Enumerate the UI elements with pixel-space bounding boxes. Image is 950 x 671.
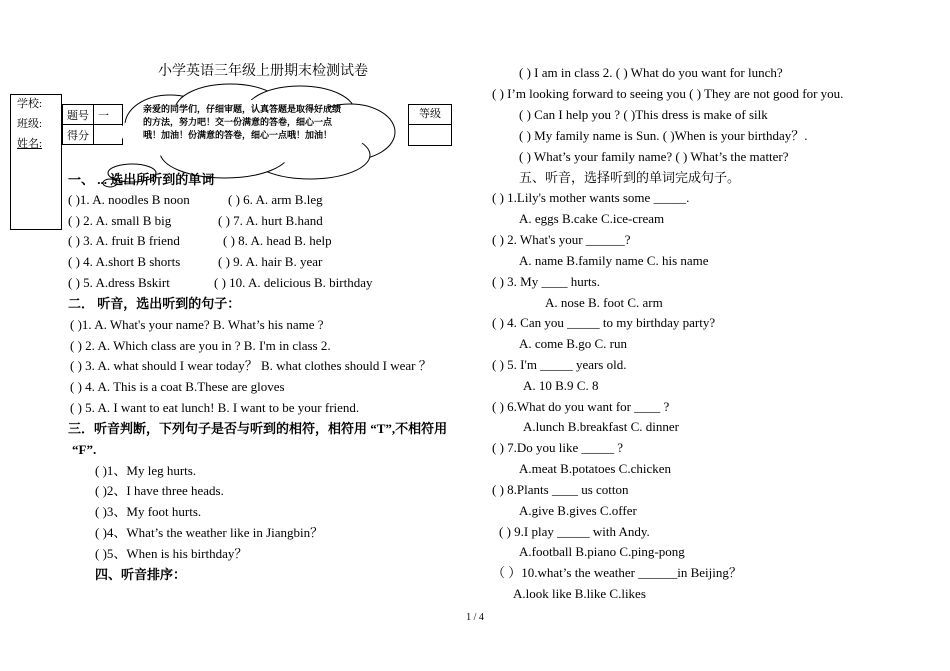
section-2-heading: 二． 听音，选出听到的句子：	[68, 296, 241, 311]
s1-item: ( ) 5. A.dress Bskirt	[68, 275, 170, 290]
s5-question: ( ) 6.What do you want for ____ ?	[492, 399, 670, 414]
page-number: 1 / 4	[466, 612, 484, 623]
s2-item: ( ) 2. A. Which class are you in ? B. I'm in class 2.	[70, 338, 331, 353]
s1-item: ( ) 7. A. hurt B.hand	[218, 213, 323, 228]
section-5-heading: 五、听音，选择听到的单词完成句子。	[519, 170, 741, 185]
s5-options: A.meat B.potatoes C.chicken	[519, 461, 671, 476]
grade-label: 等级	[409, 105, 451, 125]
s3-item: ( )1、My leg hurts.	[95, 463, 197, 478]
s5-question: ( ) 5. I'm _____ years old.	[492, 357, 627, 372]
s5-question: ( ) 3. My ____ hurts.	[492, 274, 600, 289]
s1-item: ( ) 6. A. arm B.leg	[228, 192, 323, 207]
s5-options: A. 10 B.9 C. 8	[523, 378, 599, 393]
s2-item: ( ) 4. A. This is a coat B.These are gloves	[70, 379, 285, 394]
s5-options: A.give B.gives C.offer	[519, 503, 637, 518]
s3-item: ( )3、My foot hurts.	[95, 504, 202, 519]
s5-options: A.look like B.like C.likes	[513, 586, 646, 601]
s5-options: A. come B.go C. run	[519, 336, 627, 351]
section-1-heading: 一、 ... 选出所听到的单词	[68, 172, 215, 187]
s3-item: ( )2、I have three heads.	[95, 483, 224, 498]
s5-options: A. eggs B.cake C.ice-cream	[519, 211, 665, 226]
s5-options: A.lunch B.breakfast C. dinner	[523, 419, 679, 434]
s3-item: ( )4、What’s the weather like in Jiangbin？	[95, 525, 324, 540]
s1-item: ( ) 3. A. fruit B friend	[68, 233, 180, 248]
s1-item: ( )1. A. noodles B noon	[68, 192, 190, 207]
s1-item: ( ) 10. A. delicious B. birthday	[214, 275, 373, 290]
cloud-message: 亲爱的同学们，仔细审题，认真答题是取得好成绩的方法，努力吧！交一份满意的答卷，细心一点哦！加油！份满意的答卷，细心一点哦！加油！	[143, 105, 342, 141]
s1-item: ( ) 8. A. head B. help	[223, 233, 332, 248]
section-3-heading-cont: “F”.	[72, 442, 97, 457]
s1-item: ( ) 2. A. small B big	[68, 213, 172, 228]
s2-item: ( ) 5. A. I want to eat lunch! B. I want to be your friend.	[70, 400, 360, 415]
page-title: 小学英语三年级上册期末检测试卷	[158, 64, 368, 79]
student-info-box	[10, 94, 62, 230]
s4-item: ( ) What’s your family name? ( ) What’s the matter?	[519, 149, 789, 164]
name-label: 姓名:	[17, 138, 43, 150]
s5-question: （ ）10.what’s the weather ______in Beijing？	[492, 565, 742, 580]
section-3-heading: 三．听音判断，下列句子是否与听到的相符，相符用 “T”,不相符用	[68, 421, 448, 436]
s5-question: ( ) 7.Do you like _____ ?	[492, 440, 624, 455]
s4-item: ( ) Can I help you ? ( )This dress is make of silk	[519, 107, 768, 122]
s1-item: ( ) 9. A. hair B. year	[218, 254, 323, 269]
s1-item: ( ) 4. A.short B shorts	[68, 254, 181, 269]
s4-item: ( ) I’m looking forward to seeing you ( ) They are not good for you.	[492, 86, 844, 101]
s5-options: A. name B.family name C. his name	[519, 253, 709, 268]
s4-item: ( ) My family name is Sun. ( )When is your birthday？.	[519, 128, 808, 143]
class-label: 班级:	[17, 118, 43, 130]
s5-question: ( ) 2. What's your ______?	[492, 232, 631, 247]
s2-item: ( )1. A. What's your name? B. What’s his name ?	[70, 317, 324, 332]
s3-item: ( )5、When is his birthday？	[95, 546, 248, 561]
s2-item: ( ) 3. A. what should I wear today？ B. what clothes should I wear ？	[70, 358, 432, 373]
school-label: 学校:	[17, 98, 43, 110]
s5-question: ( ) 9.I play _____ with Andy.	[499, 524, 650, 539]
s5-options: A. nose B. foot C. arm	[545, 295, 663, 310]
section-4-heading: 四、听音排序：	[95, 567, 187, 582]
score-table-header-label: 题号	[63, 105, 94, 125]
s4-item: ( ) I am in class 2. ( ) What do you want for lunch?	[519, 65, 783, 80]
s5-question: ( ) 4. Can you _____ to my birthday party?	[492, 315, 716, 330]
s5-question: ( ) 1.Lily's mother wants some _____.	[492, 190, 690, 205]
s5-question: ( ) 8.Plants ____ us cotton	[492, 482, 629, 497]
s5-options: A.football B.piano C.ping-pong	[519, 544, 685, 559]
score-table-score-label: 得分	[63, 125, 94, 145]
score-table-header-1: 一	[94, 105, 123, 125]
